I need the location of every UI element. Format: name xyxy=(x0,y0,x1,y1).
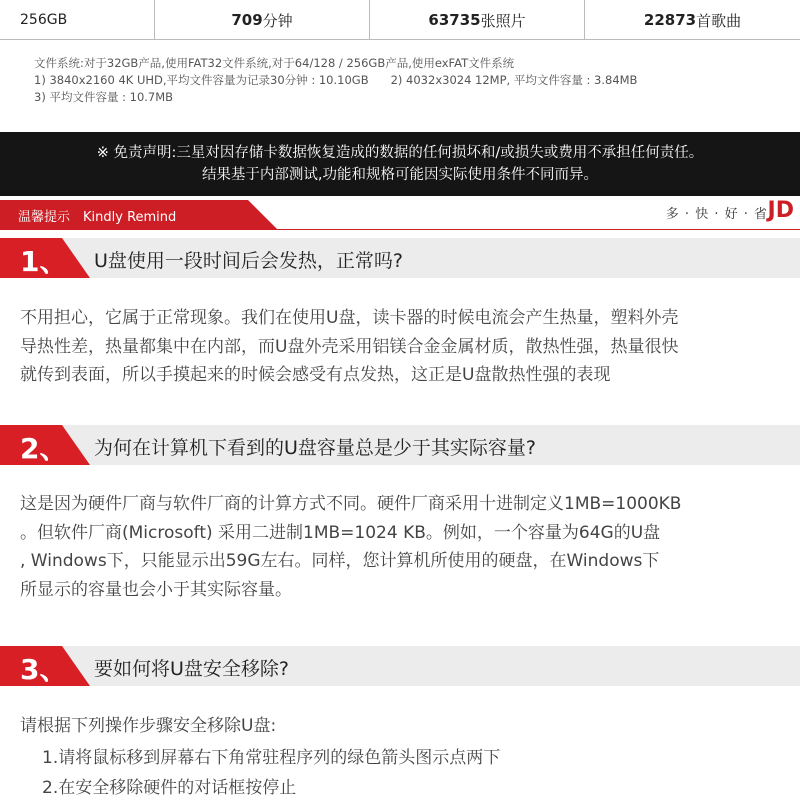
section-2-title: 为何在计算机下看到的U盘容量总是少于其实际容量? xyxy=(94,437,536,459)
footnotes xyxy=(34,55,637,106)
section-2-line: 。但软件厂商(Microsoft) 采用二进制1MB=1024 KB。例如，一个容量为64G的U盘 xyxy=(20,522,661,543)
section-1-line: 导热性差，热量都集中在内部，而U盘外壳采用铝镁合金金属材质，散热性强，热量很快 xyxy=(20,336,679,357)
section-2-number: 2、 xyxy=(20,432,68,465)
kindly-remind-banner xyxy=(0,200,800,230)
section-1-body xyxy=(20,304,790,390)
section-2-line: 所显示的容量也会小于其实际容量。 xyxy=(20,579,292,600)
photo-count-value: 63735 xyxy=(428,11,481,29)
disclaimer-line-1: ※ 免责声明:三星对因存储卡数据恢复造成的数据的任何损坏和/或损失或费用不承担任何责任。 xyxy=(96,145,704,161)
footnote-photo: 2) 4032x3024 12MP, 平均文件容量 : 3.84MB xyxy=(390,73,638,87)
section-2-body xyxy=(20,490,790,604)
music-count-cell xyxy=(585,0,800,40)
section-1-header xyxy=(0,238,800,278)
remind-tagline: 多 · 快 · 好 · 省 xyxy=(665,207,768,222)
section-3-step-2: 2.在安全移除硬件的对话框按停止 xyxy=(42,778,297,798)
disclaimer-line-2: 结果基于内部测试,功能和规格可能因实际使用条件不同而异。 xyxy=(201,167,599,183)
footnote-video-photo xyxy=(34,72,637,89)
section-3-step-1: 1.请将鼠标移到屏幕右下角常驻程序列的绿色箭头图示点两下 xyxy=(42,748,501,768)
section-3-intro: 请根据下列操作步骤安全移除U盘: xyxy=(20,716,277,736)
section-1-line: 就传到表面，所以手摸起来的时候会感受有点发热，这正是U盘散热性强的表现 xyxy=(20,365,611,385)
capacity-size: 256GB xyxy=(20,12,68,28)
section-3-header xyxy=(0,646,800,686)
video-duration-value: 709 xyxy=(231,11,263,29)
section-2-line: 这是因为硬件厂商与软件厂商的计算方式不同。硬件厂商采用十进制定义1MB=1000KB xyxy=(20,494,682,514)
footnote-filesystem: 文件系统:对于32GB产品,使用FAT32文件系统,对于64/128 / 256GB产品,使用exFAT文件系统 xyxy=(34,56,515,70)
photo-count-unit: 张照片 xyxy=(480,11,526,30)
music-count-unit: 首歌曲 xyxy=(696,11,742,30)
video-duration-unit: 分钟 xyxy=(262,11,293,30)
capacity-size-cell xyxy=(0,0,155,40)
section-2-line: , Windows下，只能显示出59G左右。同样，您计算机所使用的硬盘，在Windows下 xyxy=(20,551,660,571)
section-1-title: U盘使用一段时间后会发热，正常吗? xyxy=(94,250,403,272)
section-1-number: 1、 xyxy=(20,245,68,278)
jd-logo: JD xyxy=(767,198,794,223)
footnote-video: 1) 3840x2160 4K UHD,平均文件容量为记录30分钟 : 10.10GB xyxy=(34,73,369,87)
remind-divider xyxy=(276,229,800,230)
photo-count-cell xyxy=(370,0,585,40)
section-3-title: 要如何将U盘安全移除? xyxy=(94,658,289,680)
section-1-line: 不用担心，它属于正常现象。我们在使用U盘，读卡器的时候电流会产生热量，塑料外壳 xyxy=(20,308,679,328)
section-2-header xyxy=(0,425,800,465)
remind-label: 温馨提示 Kindly Remind xyxy=(18,210,177,225)
capacity-table xyxy=(0,0,800,40)
section-3-number: 3、 xyxy=(20,653,68,686)
video-duration-cell xyxy=(155,0,370,40)
disclaimer-bar xyxy=(0,132,800,196)
footnote-music: 3) 平均文件容量 : 10.7MB xyxy=(34,90,174,104)
music-count-value: 22873 xyxy=(643,11,697,29)
